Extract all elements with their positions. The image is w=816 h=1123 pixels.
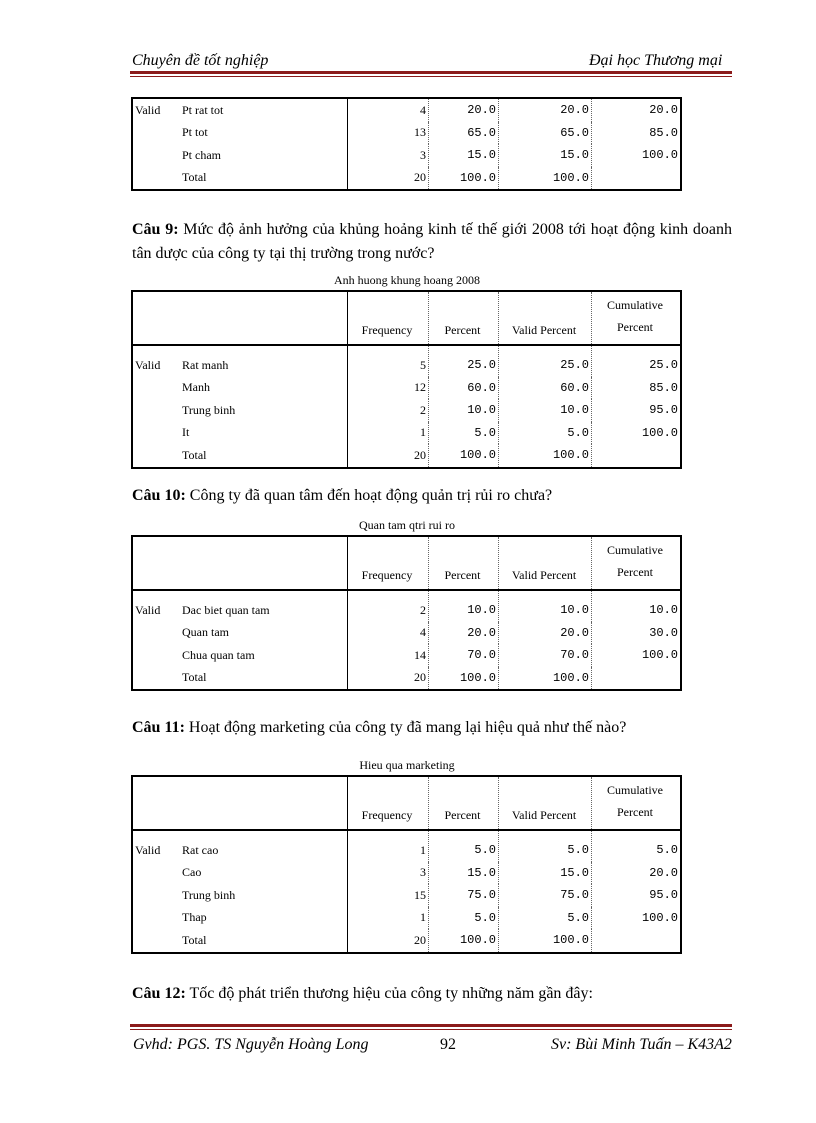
row-percent: 100.0 [429,929,499,952]
header-blank [182,292,348,345]
row-valid-percent: 65.0 [499,122,592,145]
table-3-body [133,777,680,952]
row-frequency: 13 [348,122,429,145]
question-11 [132,716,732,740]
row-label: Quan tam [182,625,229,640]
header-valid-percent: Valid Percent [499,777,592,830]
table-2-title: Quan tam qtri rui ro [359,518,455,532]
question-9-number: Câu 9: [132,221,179,238]
row-valid-percent: 20.0 [499,99,592,122]
row-cumulative-percent: 100.0 [641,425,678,440]
row-frequency: 20 [348,929,429,952]
row-label: Pt cham [182,147,221,162]
table-3-title: Hieu qua marketing [359,758,455,772]
row-cumulative-percent: 95.0 [649,888,678,903]
row-frequency: 2 [348,399,429,422]
row-group [133,122,182,145]
question-9-text: Mức độ ảnh hưởng của khủng hoảng kinh tế thế giới 2008 tới hoạt động kinh doanh tân dược của công ty tại thị trường trong nước? [132,221,733,262]
row-frequency: 1 [348,422,429,445]
row-percent: 100.0 [429,444,499,467]
table-row [133,830,680,862]
footer-rule-thin [130,1029,732,1030]
row-group [133,929,182,952]
row-cumulative-percent: 20.0 [649,865,678,880]
header-cumulative: Cumulative [607,543,663,557]
question-12-text: Tốc độ phát triển thương hiệu của công ty những năm gần đây: [185,985,593,1002]
header-rule [130,71,732,74]
header-blank [133,537,182,590]
header-percent: Percent [429,777,499,830]
row-frequency: 20 [348,667,429,690]
row-label: Dac biet quan tam [182,602,270,617]
table-row [133,99,680,122]
row-group [133,422,182,445]
question-9 [132,218,732,266]
row-cumulative-percent [592,667,681,690]
row-label: Rat cao [182,842,219,857]
row-group [133,622,182,645]
row-valid-percent: 75.0 [499,884,592,907]
header-percent-sub: Percent [617,320,653,334]
table-row [133,929,680,952]
row-group [133,667,182,690]
row-percent: 60.0 [429,377,499,400]
row-group [133,377,182,400]
table-header-row [133,777,680,830]
row-frequency: 1 [348,830,429,862]
header-blank [182,537,348,590]
row-cumulative-percent: 100.0 [641,910,678,925]
question-11-number: Câu 11: [132,719,185,736]
row-frequency: 1 [348,907,429,930]
row-label: Pt rat tot [182,102,224,117]
row-group [133,167,182,190]
table-row [133,622,680,645]
row-label: Thap [182,910,207,925]
row-group [133,399,182,422]
table-1 [131,290,682,469]
row-frequency: 15 [348,884,429,907]
row-cumulative-percent: 100.0 [641,148,678,163]
row-percent: 20.0 [429,99,499,122]
table-row [133,907,680,930]
table-header-row [133,292,680,345]
footer-page-number: 92 [440,1036,456,1053]
row-valid-percent: 100.0 [499,929,592,952]
header-frequency: Frequency [348,777,429,830]
row-percent: 10.0 [429,590,499,622]
row-label: Manh [182,380,210,395]
row-cumulative-percent: 95.0 [649,403,678,418]
row-valid-percent: 15.0 [499,144,592,167]
table-3 [131,775,682,954]
header-percent-sub: Percent [617,805,653,819]
row-group: Valid [135,842,161,857]
table-row [133,884,680,907]
row-valid-percent: 15.0 [499,862,592,885]
row-percent: 20.0 [429,622,499,645]
header-blank [182,777,348,830]
row-valid-percent: 25.0 [499,345,592,377]
row-group [133,144,182,167]
header-cumulative: Cumulative [607,783,663,797]
row-group: Valid [135,602,161,617]
header-cumulative-percent [592,292,681,345]
row-cumulative-percent: 20.0 [649,103,678,118]
row-frequency: 20 [348,444,429,467]
row-percent: 65.0 [429,122,499,145]
table-row [133,399,680,422]
row-valid-percent: 100.0 [499,167,592,190]
row-frequency: 20 [348,167,429,190]
row-label: Cao [182,865,202,880]
row-label: Pt tot [182,125,208,140]
row-percent: 100.0 [429,667,499,690]
row-label: Total [182,670,207,685]
row-frequency: 4 [348,99,429,122]
row-percent: 5.0 [429,907,499,930]
row-group: Valid [135,102,161,117]
row-percent: 75.0 [429,884,499,907]
row-frequency: 2 [348,590,429,622]
table-row [133,667,680,690]
question-10 [132,484,732,508]
row-cumulative-percent: 25.0 [649,358,678,373]
table-row [133,422,680,445]
table-row [133,167,680,190]
row-percent: 5.0 [429,422,499,445]
header-blank [133,777,182,830]
row-group [133,862,182,885]
row-cumulative-percent [592,167,681,190]
row-valid-percent: 70.0 [499,644,592,667]
row-label: Total [182,170,207,185]
row-cumulative-percent: 100.0 [641,648,678,663]
row-label: Trung binh [182,887,236,902]
table-row [133,862,680,885]
row-frequency: 5 [348,345,429,377]
header-valid-percent: Valid Percent [499,537,592,590]
row-group [133,444,182,467]
footer-student: Sv: Bùi Minh Tuấn – K43A2 [551,1036,732,1053]
row-valid-percent: 20.0 [499,622,592,645]
question-11-text: Hoạt động marketing của công ty đã mang lại hiệu quả như thế nào? [184,719,627,736]
row-valid-percent: 5.0 [499,422,592,445]
table-header-row [133,537,680,590]
row-valid-percent: 60.0 [499,377,592,400]
table-1-title: Anh huong khung hoang 2008 [334,273,480,287]
header-frequency: Frequency [348,292,429,345]
row-valid-percent: 10.0 [499,590,592,622]
header-rule-thin [130,76,732,77]
row-cumulative-percent: 30.0 [649,625,678,640]
header-cumulative-percent [592,777,681,830]
row-valid-percent: 100.0 [499,667,592,690]
row-label: Total [182,932,207,947]
row-group [133,644,182,667]
header-blank [133,292,182,345]
header-valid-percent: Valid Percent [499,292,592,345]
row-valid-percent: 10.0 [499,399,592,422]
row-valid-percent: 100.0 [499,444,592,467]
header-cumulative: Cumulative [607,298,663,312]
question-12 [132,982,732,1006]
header-percent-sub: Percent [617,565,653,579]
row-cumulative-percent [592,929,681,952]
table-row [133,345,680,377]
table-row [133,590,680,622]
row-valid-percent: 5.0 [499,907,592,930]
row-percent: 25.0 [429,345,499,377]
table-row [133,122,680,145]
row-group [133,884,182,907]
table-row [133,377,680,400]
row-percent: 5.0 [429,830,499,862]
question-12-number: Câu 12: [132,985,186,1002]
row-cumulative-percent: 85.0 [649,380,678,395]
row-frequency: 14 [348,644,429,667]
table-2 [131,535,682,691]
question-10-number: Câu 10: [132,487,186,504]
row-label: Total [182,447,207,462]
row-group [133,907,182,930]
question-10-text: Công ty đã quan tâm đến hoạt động quản trị rủi ro chưa? [185,487,553,504]
table-row [133,444,680,467]
row-valid-percent: 5.0 [499,830,592,862]
table-pt-body [133,99,680,189]
row-cumulative-percent: 85.0 [649,125,678,140]
table-2-body [133,537,680,689]
row-cumulative-percent: 10.0 [649,603,678,618]
table-row [133,144,680,167]
row-group: Valid [135,357,161,372]
row-cumulative-percent [592,444,681,467]
row-percent: 10.0 [429,399,499,422]
row-percent: 70.0 [429,644,499,667]
row-percent: 100.0 [429,167,499,190]
table-row [133,644,680,667]
footer-advisor: Gvhd: PGS. TS Nguyễn Hoàng Long [133,1036,369,1053]
row-label: Trung binh [182,402,236,417]
header-percent: Percent [429,292,499,345]
footer-rule [130,1024,732,1027]
row-frequency: 12 [348,377,429,400]
header-frequency: Frequency [348,537,429,590]
row-frequency: 4 [348,622,429,645]
header-cumulative-percent [592,537,681,590]
header-right: Đại học Thương mại [589,52,723,69]
row-percent: 15.0 [429,144,499,167]
row-frequency: 3 [348,862,429,885]
header-left: Chuyên đề tốt nghiệp [132,52,269,69]
row-label: Chua quan tam [182,647,255,662]
table-pt [131,97,682,191]
header-percent: Percent [429,537,499,590]
row-frequency: 3 [348,144,429,167]
row-label: Rat manh [182,357,229,372]
row-percent: 15.0 [429,862,499,885]
row-cumulative-percent: 5.0 [656,843,678,858]
row-label: It [182,425,190,440]
table-1-body [133,292,680,467]
